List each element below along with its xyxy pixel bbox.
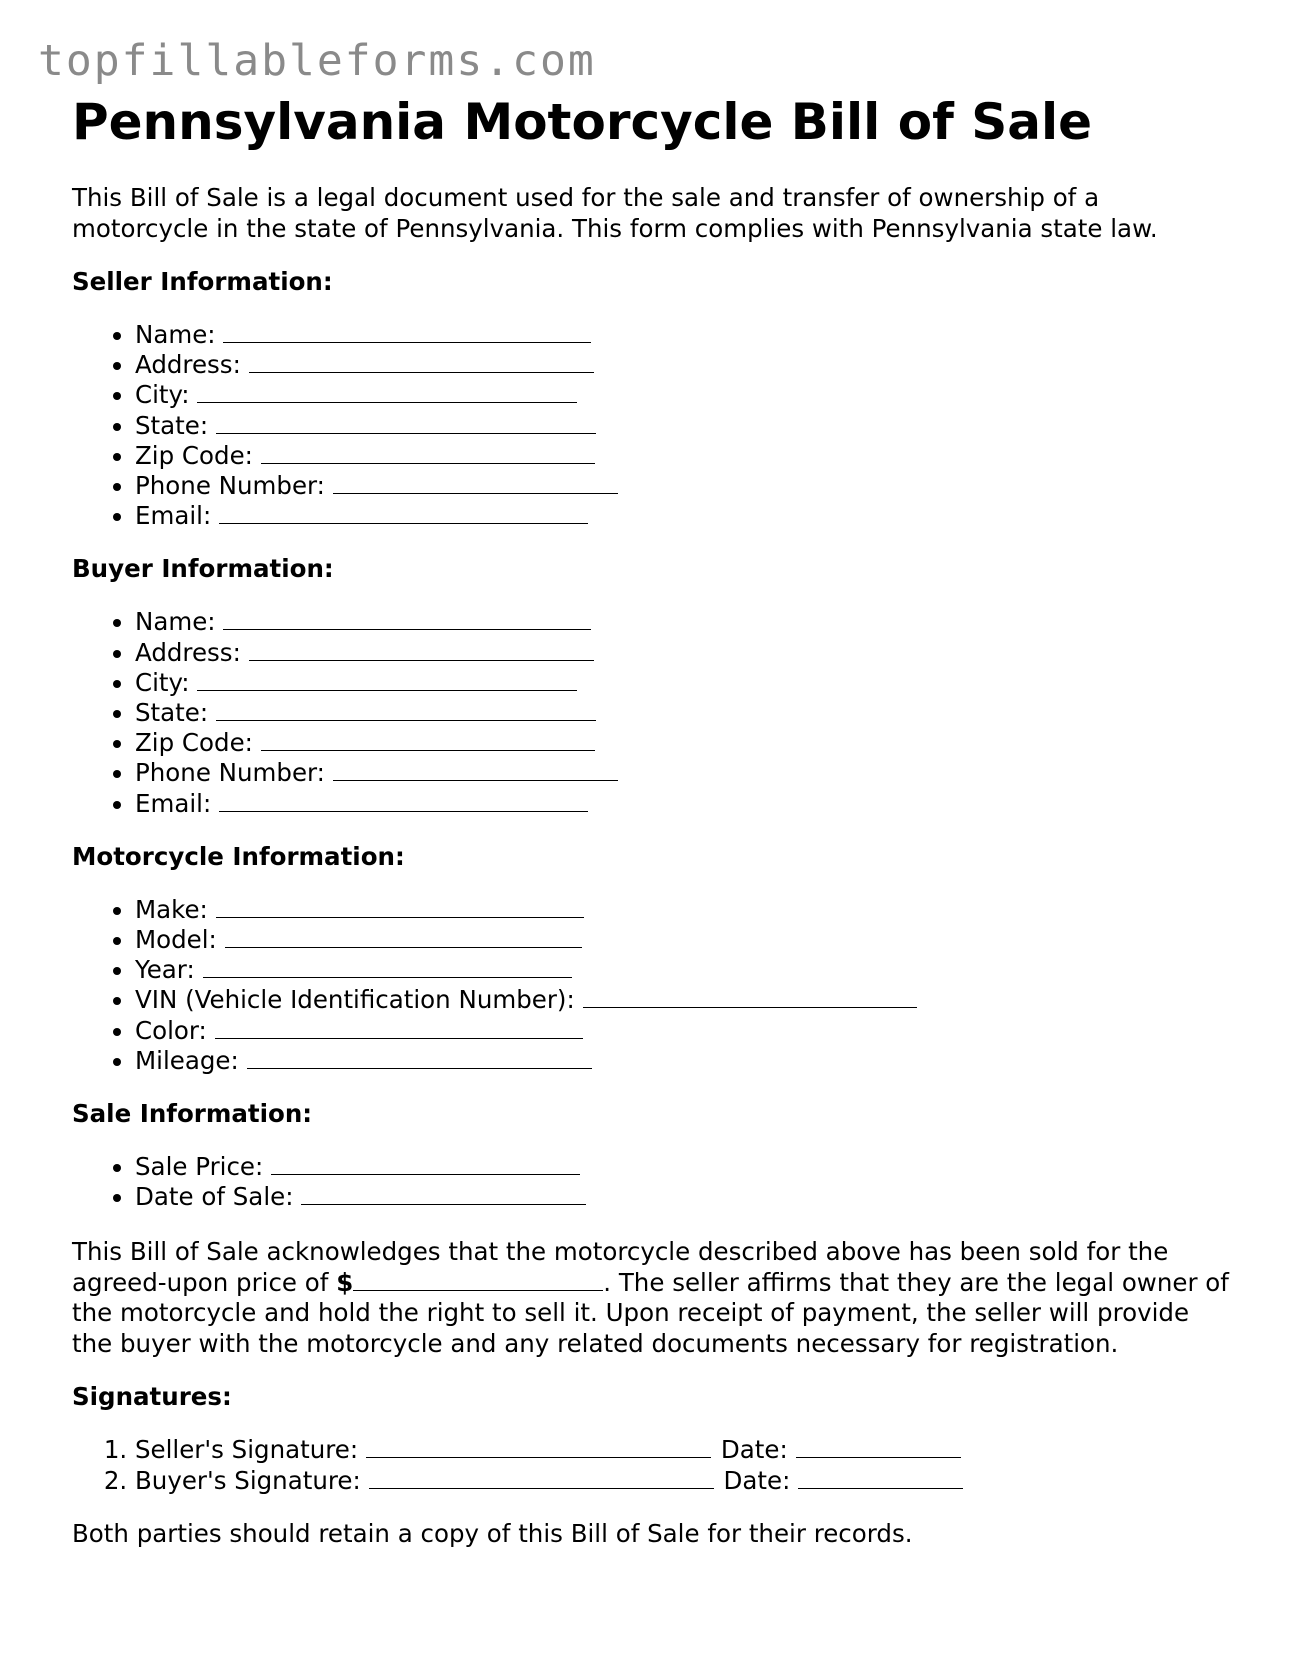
sale-date-item xyxy=(135,1182,1232,1212)
buyer-zip-item xyxy=(135,728,1232,758)
buyer-state-item xyxy=(135,698,1232,728)
acknowledgement-text-2: . The seller affirms that they are the legal owner of the motorcycle and hold the right to sell it. Upon receipt of payment, the seller will provide the buyer with the motorcycle and any related documents necessary for registration. xyxy=(72,1267,1229,1358)
signature-list xyxy=(72,1435,1232,1495)
field-label: Model: xyxy=(135,925,217,955)
field-label: Zip Code: xyxy=(135,728,253,758)
motorcycle-vin-item xyxy=(135,985,1232,1015)
field-label: Email: xyxy=(135,501,212,531)
buyer-signature-date-field[interactable] xyxy=(798,1467,963,1489)
seller-city-field[interactable] xyxy=(197,381,577,403)
buyer-phone-field[interactable] xyxy=(333,759,618,781)
motorcycle-heading: Motorcycle Information: xyxy=(72,841,405,871)
buyer-signature-label: Buyer's Signature: xyxy=(135,1465,361,1495)
buyer-city-field[interactable] xyxy=(197,669,577,691)
motorcycle-fields xyxy=(72,895,1232,1076)
buyer-date-label: Date: xyxy=(723,1465,791,1495)
intro-paragraph: This Bill of Sale is a legal document used for the sale and transfer of ownership of a motorcycle in the state of Pennsylvania. This form complies with Pennsylvania state law. xyxy=(72,183,1158,243)
agreed-price-field[interactable] xyxy=(353,1269,603,1291)
seller-signature-date-field[interactable] xyxy=(796,1436,961,1458)
document xyxy=(72,90,1232,1549)
field-label: Name: xyxy=(135,320,216,349)
sale-fields xyxy=(72,1152,1232,1212)
motorcycle-year-item xyxy=(135,955,1232,985)
buyer-signature-field[interactable] xyxy=(369,1467,714,1489)
page-title: Pennsylvania Motorcycle Bill of Sale xyxy=(72,93,1093,151)
field-label: Phone Number: xyxy=(135,758,325,788)
buyer-address-field[interactable] xyxy=(249,639,594,661)
field-label: Zip Code: xyxy=(135,440,253,470)
motorcycle-mileage-field[interactable] xyxy=(247,1047,592,1069)
field-label: City: xyxy=(135,667,190,697)
buyer-email-field[interactable] xyxy=(219,790,588,812)
field-label: Sale Price: xyxy=(135,1152,264,1182)
buyer-heading: Buyer Information: xyxy=(72,554,334,584)
field-label: Year: xyxy=(135,955,195,985)
buyer-state-field[interactable] xyxy=(216,699,596,721)
acknowledgement-text-1: This Bill of Sale acknowledges that the motorcycle described above has been sold for the agreed-upon price of xyxy=(72,1237,1169,1297)
seller-phone-item xyxy=(135,471,1232,501)
motorcycle-model-field[interactable] xyxy=(225,926,582,948)
acknowledgement-paragraph xyxy=(72,1237,1232,1359)
field-label: City: xyxy=(135,380,190,410)
field-label: Address: xyxy=(135,637,241,667)
buyer-signature-item xyxy=(135,1466,1232,1496)
field-label: State: xyxy=(135,698,209,728)
field-label: State: xyxy=(135,410,209,440)
motorcycle-color-item xyxy=(135,1016,1232,1046)
seller-name-item xyxy=(135,320,1232,350)
buyer-name-field[interactable] xyxy=(223,608,591,630)
field-label: Address: xyxy=(135,350,241,380)
buyer-fields xyxy=(72,607,1232,818)
watermark: topfillableforms.com xyxy=(38,36,596,86)
motorcycle-color-field[interactable] xyxy=(215,1017,583,1039)
buyer-name-item xyxy=(135,607,1232,637)
seller-address-field[interactable] xyxy=(249,351,594,373)
sale-date-field[interactable] xyxy=(301,1183,586,1205)
field-label: VIN (Vehicle Identification Number): xyxy=(135,985,575,1015)
seller-zip-field[interactable] xyxy=(261,442,595,464)
seller-signature-item xyxy=(135,1435,1232,1465)
seller-zip-item xyxy=(135,441,1232,471)
sale-heading: Sale Information: xyxy=(72,1099,313,1129)
buyer-email-item xyxy=(135,789,1232,819)
seller-date-label: Date: xyxy=(720,1435,788,1465)
motorcycle-vin-field[interactable] xyxy=(583,986,917,1008)
seller-name-field[interactable] xyxy=(223,321,591,343)
seller-address-item xyxy=(135,350,1232,380)
sale-price-field[interactable] xyxy=(271,1153,580,1175)
motorcycle-mileage-item xyxy=(135,1046,1232,1076)
field-label: Phone Number: xyxy=(135,471,325,501)
seller-state-field[interactable] xyxy=(216,412,596,434)
field-label: Make: xyxy=(135,894,208,924)
seller-signature-field[interactable] xyxy=(366,1436,711,1458)
seller-state-item xyxy=(135,411,1232,441)
buyer-city-item xyxy=(135,668,1232,698)
buyer-zip-field[interactable] xyxy=(261,729,595,751)
field-label: Color: xyxy=(135,1015,207,1045)
field-label: Date of Sale: xyxy=(135,1182,294,1212)
seller-email-item xyxy=(135,501,1232,531)
dollar-sign: $ xyxy=(336,1267,354,1297)
motorcycle-make-item xyxy=(135,895,1232,925)
seller-email-field[interactable] xyxy=(219,502,588,524)
closing-note: Both parties should retain a copy of this Bill of Sale for their records. xyxy=(72,1518,913,1548)
motorcycle-year-field[interactable] xyxy=(203,956,572,978)
field-label: Mileage: xyxy=(135,1045,239,1075)
buyer-phone-item xyxy=(135,758,1232,788)
field-label: Email: xyxy=(135,788,212,818)
seller-signature-label: Seller's Signature: xyxy=(135,1435,359,1465)
seller-fields xyxy=(72,320,1232,531)
sale-price-item xyxy=(135,1152,1232,1182)
motorcycle-model-item xyxy=(135,925,1232,955)
signatures-heading: Signatures: xyxy=(72,1382,232,1412)
motorcycle-make-field[interactable] xyxy=(216,896,584,918)
seller-heading: Seller Information: xyxy=(72,267,333,296)
seller-city-item xyxy=(135,380,1232,410)
seller-phone-field[interactable] xyxy=(333,472,618,494)
field-label: Name: xyxy=(135,607,216,637)
buyer-address-item xyxy=(135,638,1232,668)
